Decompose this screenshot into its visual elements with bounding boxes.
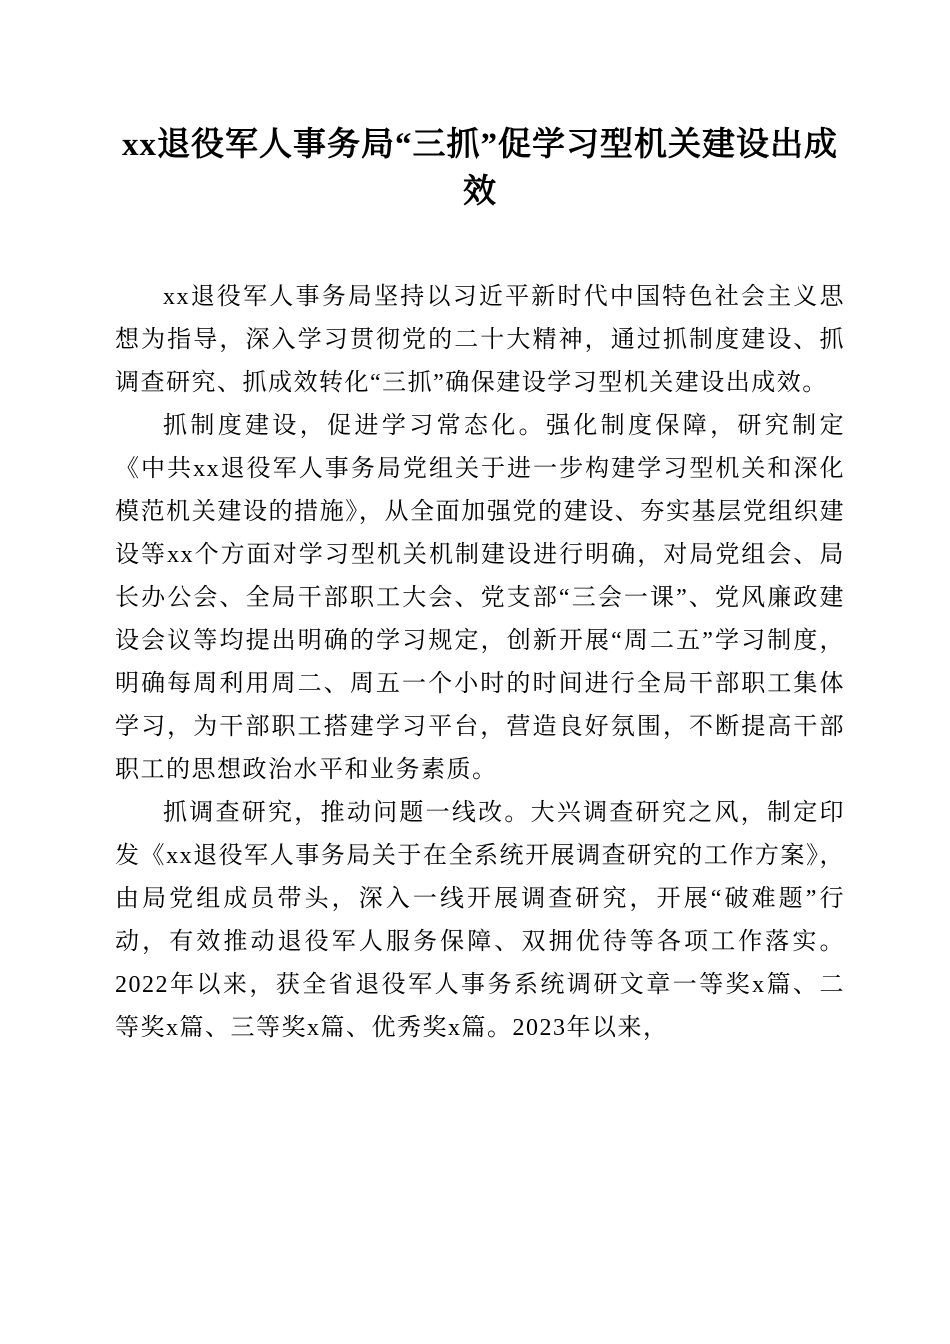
paragraph-system-building: 抓制度建设，促进学习常态化。强化制度保障，研究制定《中共xx退役军人事务局党组关于进一步构建学习型机关和深化模范机关建设的措施》，从全面加强党的建设、夯实基层党组织建设等xx个方面对学习型机关机制建设进行明确，对局党组会、局长办公会、全局干部职工大会、党支部“三会一课”、党风廉政建设会议等均提出明确的学习规定，创新开展“周二五”学习制度，明确每周利用周二、周五一个小时的时间进行全局干部职工集体学习，为干部职工搭建学习平台，营造良好氛围，不断提高干部职工的思想政治水平和业务素质。: [115, 413, 845, 783]
paragraph-investigation-research: 抓调查研究，推动问题一线改。大兴调查研究之风，制定印发《xx退役军人事务局关于在全系统开展调查研究的工作方案》，由局党组成员带头，深入一线开展调查研究，开展“破难题”行动，有效推动退役军人服务保障、双拥优待等各项工作落实。2022年以来，获全省退役军人事务系统调研文章一等奖x篇、二等奖x篇、三等奖x篇、优秀奖x篇。2023年以来，: [115, 800, 845, 1041]
paragraph-intro: xx退役军人事务局坚持以习近平新时代中国特色社会主义思想为指导，深入学习贯彻党的二十大精神，通过抓制度建设、抓调查研究、抓成效转化“三抓”确保建设学习型机关建设出成效。: [115, 284, 845, 396]
document-body: [115, 276, 845, 1050]
document-title: xx退役军人事务局“三抓”促学习型机关建设出成效: [122, 127, 838, 210]
